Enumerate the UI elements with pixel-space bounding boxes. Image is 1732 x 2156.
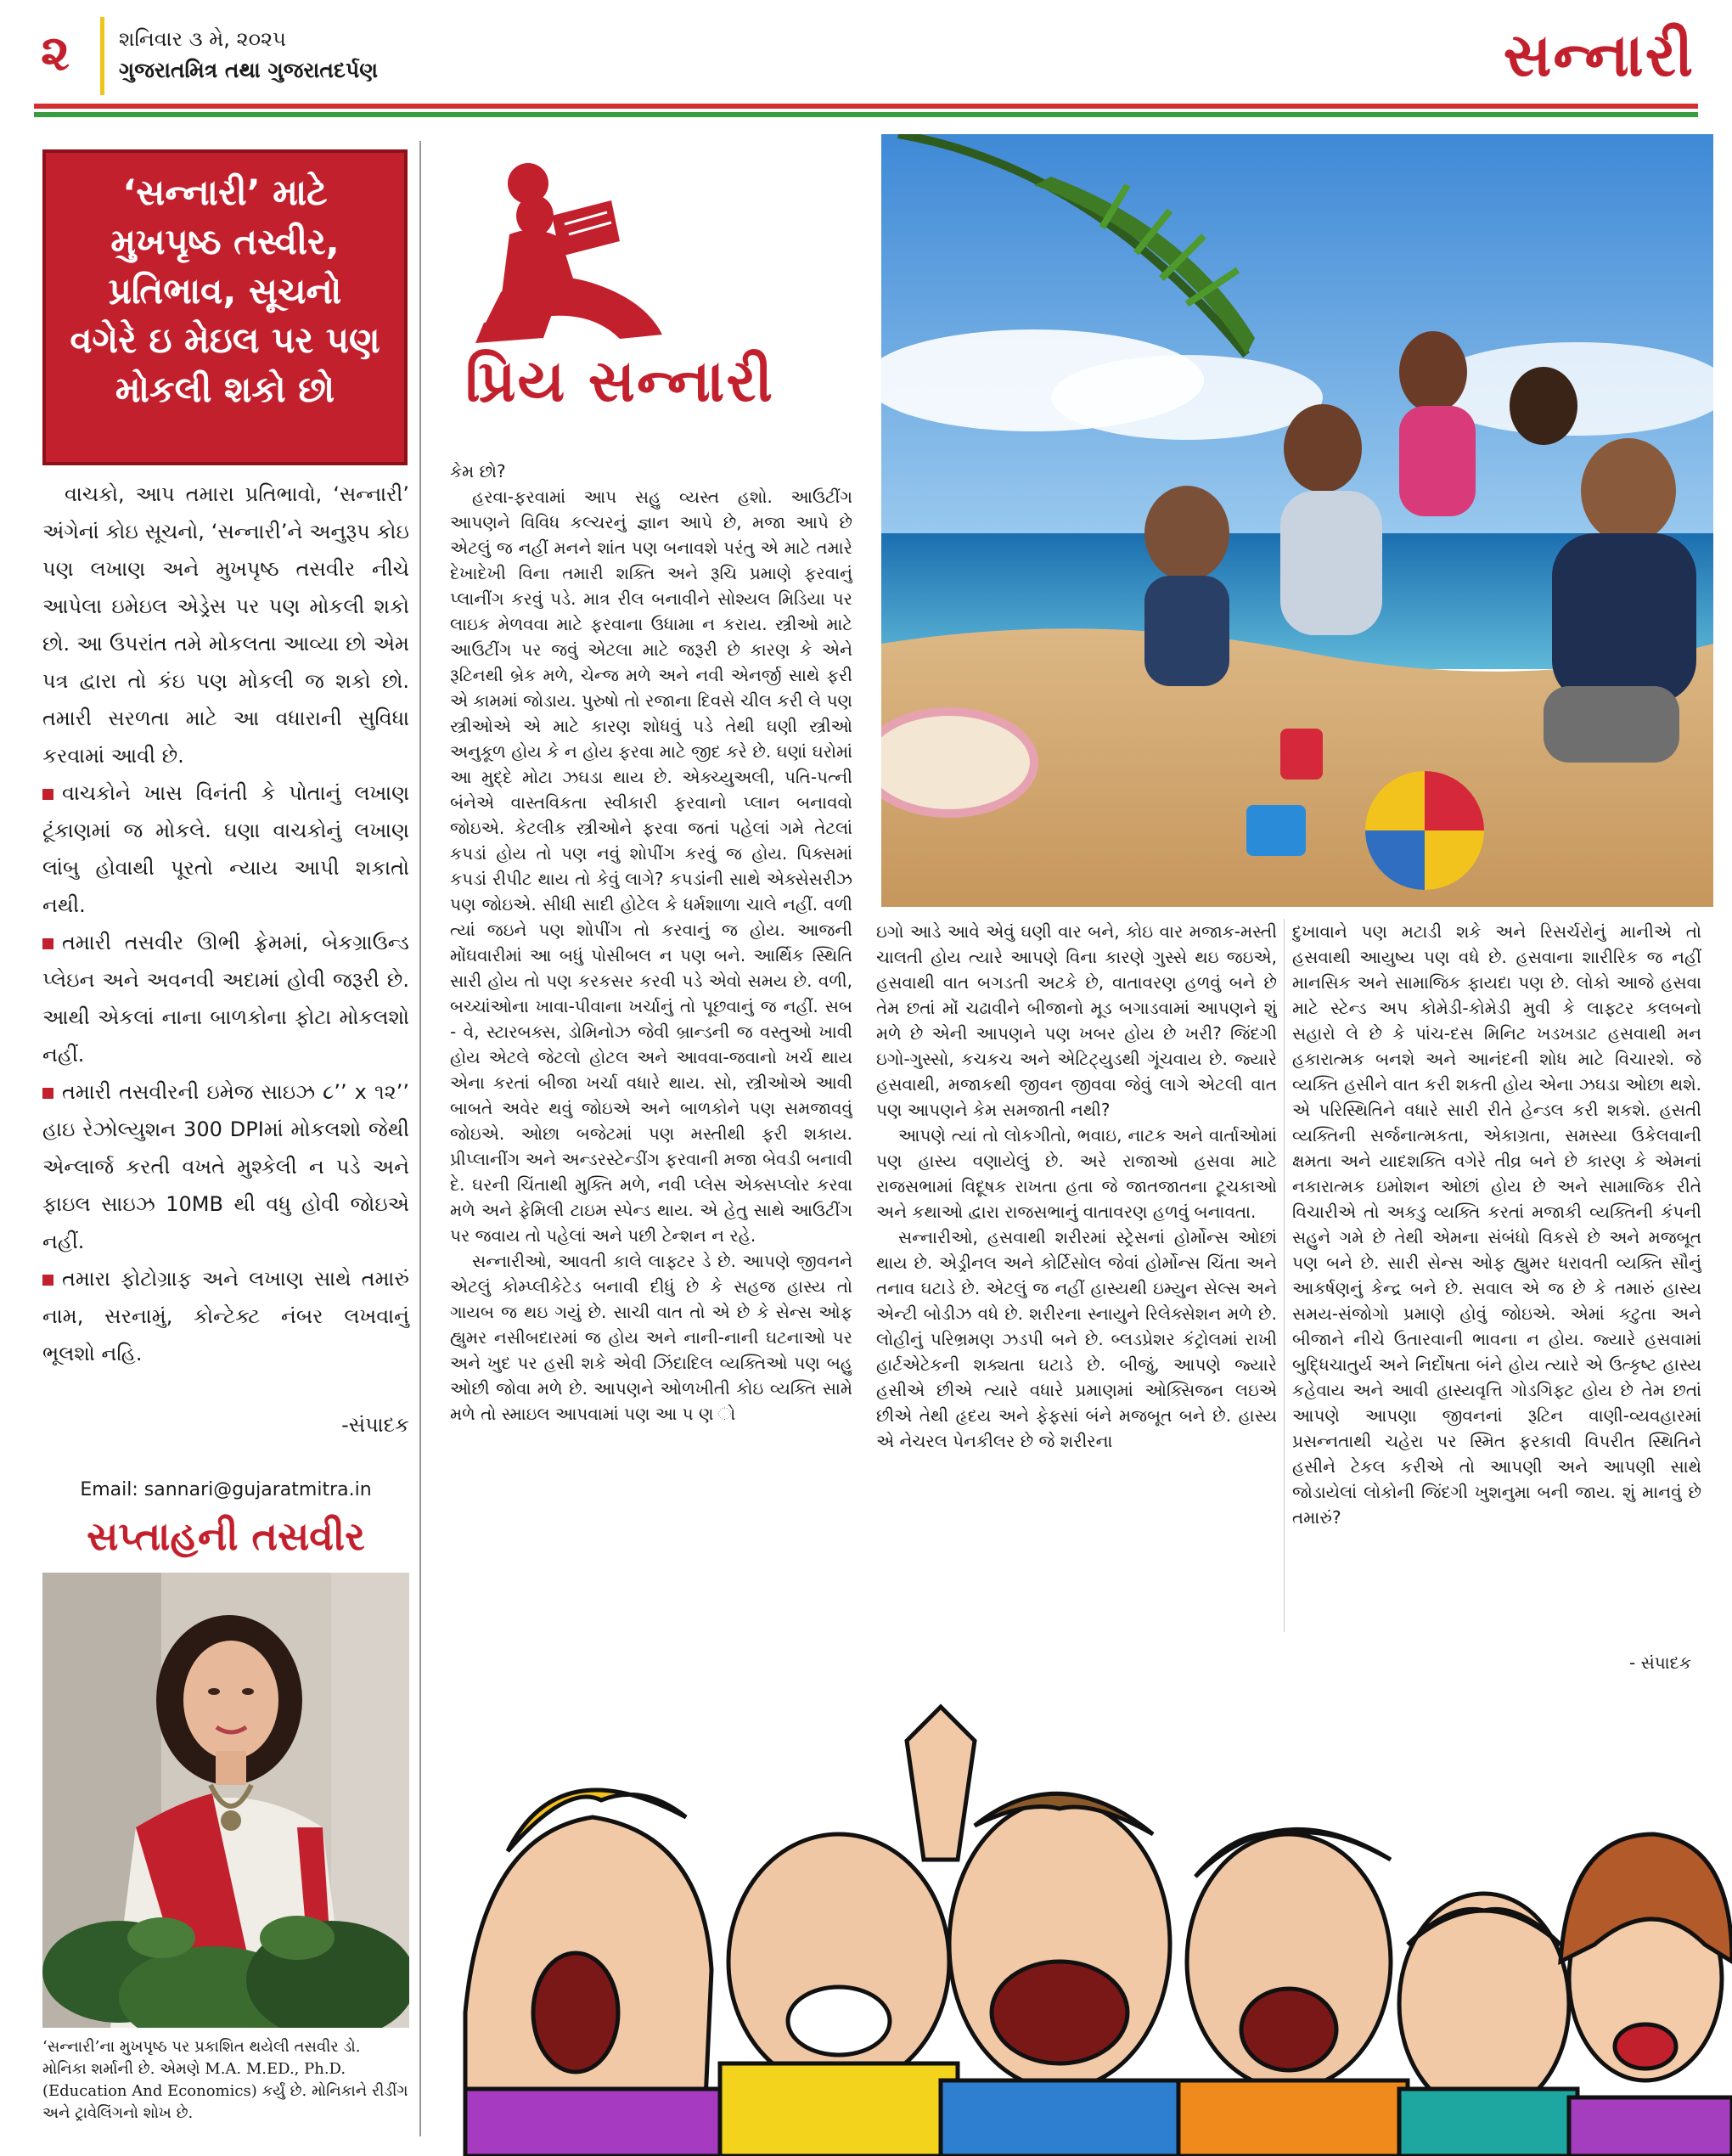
- bullet-square-icon: [42, 938, 53, 949]
- column-paragraph: દુખાવાને પણ મટાડી શકે અને રિસર્ચરોનું માનીએ તો હસવાથી આયુષ્ય પણ વધે છે. હસવાના શારીરિક જ નહીં માનસિક અને સામાજિક ફાયદા પણ છે. લોકો આજે હસવા માટે સ્ટેન્ડ અપ કોમેડી-કોમેડી મુવી કે લાફ્ટર કલબનો સહારો લે છે કે પાંચ-દસ મિનિટ ખડખડાટ હસવાથી મન હકારાત્મક બનશે અને આનંદની શોધ માટે વિચારશે. જે વ્યક્તિ હસીને વાત કરી શકતી હોય એના ઝઘડા ઓછા થશે. એ પરિસ્થિતિને વધારે સારી રીતે હેન્ડલ કરી શકશે. હસતી વ્યક્તિની સર્જનાત્મકતા, એકાગ્રતા, સમસ્યા ઉકેલવાની ક્ષમતા અને યાદશક્તિ વગેરે તીવ્ર બને છે કારણ કે એમનાં નકારાત્મક ઇમોશન ઓછાં હોય છે અને સામાજિક રીતે વિચારીએ તો અકડુ વ્યક્તિ કરતાં મજાકી વ્યક્તિની કંપની સહુને ગમે છે તેથી એમના સંબંધો વિકસે છે અને મજબૂત પણ બને છે. સારી સેન્સ ઓફ હ્યુમર ધરાવતી વ્યક્તિ સૌનું આકર્ષણનું કેન્દ્ર બને છે. સવાલ એ જ છે કે તમારું હાસ્ય સમય-સંજોગો પ્રમાણે હોવું જોઇએ. એમાં કટુતા અને બીજાને નીચે ઉતારવાની ભાવના ન હોય. જ્યારે હસવામાં બુદ્ધિચાતુર્ય અને નિર્દોષતા બંને હોય ત્યારે એ ઉત્કૃષ્ટ હાસ્ય કહેવાય અને આવી હાસ્યવૃત્તિ ગોડગિફ્ટ હોય છે તેમ છતાં આપણે આપણા જીવનનાં રૂટિન વાણી-વ્યવહારમાં પ્રસન્નતાથી ચહેરા પર સ્મિત ફરકાવી વિપરીત સ્થિતિને હસીને ટેકલ કરીએ તો આપણી અને આપણી સાથે જોડાયેલાં લોકોની જિંદગી ખુશનુમા બની જાય. શું માનવું છે તમારું?: [1292, 921, 1701, 1528]
- masthead-divider: [100, 17, 104, 95]
- family-beach-photo: [881, 134, 1713, 907]
- column-greeting: કેમ છો?: [450, 461, 506, 481]
- left-column: [34, 141, 421, 2136]
- email-address: Email: sannari@gujaratmitra.in: [80, 1479, 372, 1500]
- masthead: [0, 0, 1732, 126]
- notice-line: પ્રતિભાવ, સૂચનો: [108, 270, 342, 312]
- bullet-square-icon: [42, 1088, 53, 1099]
- notice-line: મુખપૃષ્ઠ તસ્વીર,: [110, 221, 340, 262]
- column-signature: - સંપાદક: [1629, 1652, 1691, 1673]
- portrait-illustration: [42, 1573, 409, 2028]
- masthead-rule-red: [34, 104, 1698, 109]
- bullet-square-icon: [42, 1275, 53, 1286]
- issue-date: શનિવાર ૩ મે, ૨૦૨૫: [119, 27, 286, 51]
- column-paragraph: હરવા-ફરવામાં આપ સહુ વ્યસ્ત હશો. આઉટીંગ આપણને વિવિધ કલ્ચરનું જ્ઞાન આપે છે, મજા આપે છે એટલું જ નહીં મનને શાંત પણ બનાવશે પરંતુ એ માટે તમારે દેખાદેખી વિના તમારી શક્તિ અને રૂચિ પ્રમાણે ફરવાનું પ્લાનીંગ કરવું પડે. માત્ર રીલ બનાવીને સોશ્યલ મિડિયા પર લાઇક મેળવવા માટે ફરવાના ઉધામા ન કરાય. સ્ત્રીઓ માટે આઉટીંગ પર જવું એટલા માટે જરૂરી છે કારણ કે એને રૂટિનથી બ્રેક મળે, ચેન્જ મળે અને નવી એનર્જી સાથે ફરી એ કામમાં જોડાય. પુરુષો તો રજાના દિવસે ચીલ કરી લે પણ સ્ત્રીઓએ એ માટે કારણ શોધવું પડે તેથી ઘણી સ્ત્રીઓ અનુકૂળ હોય કે ન હોય ફરવા માટે જીદ કરે છે. ઘણાં ઘરોમાં આ મુદ્દે મોટા ઝઘડા થાય છે. એક્ચ્યુઅલી, પતિ-પત્ની બંનેએ વાસ્તવિકતા સ્વીકારી ફરવાનો પ્લાન બનાવવો જોઇએ. કેટલીક સ્ત્રીઓને ફરવા જતાં પહેલાં ગમે તેટલાં કપડાં હોય તો પણ નવું શોપીંગ કરવું જ હોય. પિક્સમાં કપડાં રીપીટ થાય તો કેવું લાગે? કપડાંની સાથે એક્સેસરીઝ પણ જોઇએ. સીધી સાદી હોટેલ કે ધર્મશાળા ચાલે નહીં. વળી ત્યાં જઇને પણ શોપીંગ તો કરવાનું જ હોય. આજની મોંઘવારીમાં આ બધું પોસીબલ ન પણ બને. આર્થિક સ્થિતિ સારી હોય તો પણ કરકસર કરવી પડે એવો સમય છે. વળી, બચ્ચાંઓના ખાવા-પીવાના ખર્ચાનું તો પૂછવાનું જ નહીં. સબ - વે, સ્ટારબક્સ, ડોમિનોઝ જેવી બ્રાન્ડની જ વસ્તુઓ ખાવી હોય એટલે જેટલો હોટલ અને આવવા-જવાનો ખર્ચ થાય એના કરતાં બીજા ખર્ચા વધારે થાય. સો, સ્ત્રીઓએ આવી બાબતે અવેર થવું જોઇએ અને બાળકોને પણ સમજાવવું જોઇએ. ઓછા બજેટમાં પણ મસ્તીથી ફરી શકાય. પ્રીપ્લાનીંગ અને અન્ડરસ્ટેન્ડીંગ ફરવાની મજા બેવડી બનાવી દે. ઘરની ચિંતાથી મુક્તિ મળે, નવી પ્લેસ એક્સપ્લોર કરવા મળે અને ફેમિલી ટાઇમ સ્પેન્ડ થાય. એ હેતુ સાથે આઉટીંગ પર જવાય તો પહેલાં અને પછી ટેન્શન ન રહે.: [450, 487, 852, 1246]
- notice-bullet: [42, 1260, 409, 1372]
- beach-illustration: [881, 134, 1713, 907]
- notice-bullet-text: વાચકોને ખાસ વિનંતી કે પોતાનું લખાણ ટૂંકાણમાં જ મોકલે. ઘણા વાચકોનું લખાણ લાંબુ હોવાથી પૂરતો ન્યાય આપી શકાતો નથી.: [42, 781, 409, 917]
- notice-line: ‘સન્નારી’ માટે: [122, 172, 328, 213]
- notice-bullet-text: તમારી તસવીરની ઇમેજ સાઇઝ ૮’’ x ૧૨’’ હાઇ રેઝોલ્યુશન 300 DPIમાં મોકલશો જેથી એન્લાર્જ કરતી વખતે મુશ્કેલી ન પડે અને ફાઇલ સાઇઝ 10MB થી વધુ હોવી જોઇએ નહીં.: [42, 1080, 409, 1253]
- logo-illustration: [450, 156, 671, 352]
- bullet-square-icon: [42, 789, 53, 800]
- photo-caption: ‘સન્નારી’ના મુખપૃષ્ઠ પર પ્રકાશિત થયેલી તસવીર ડો. મોનિકા શર્માની છે. એમણે M.A. M.ED., Ph.D. (Education And Economics) કર્યું છે. મોનિકાને રીડીંગ અને ટ્રાવેલિંગનો શોખ છે.: [42, 2038, 408, 2122]
- editor-signature: -સંપાદક: [341, 1413, 409, 1437]
- notice-body: [42, 476, 409, 1372]
- column-title: પ્રિય સન્નારી: [465, 348, 774, 415]
- column-paragraph: સન્નારીઓ, હસવાથી શરીરમાં સ્ટ્રેસનાં હોર્મોન્સ ઓછાં થાય છે. એડ્રીનલ અને કોર્ટિસોલ જેવાં હોર્મોન્સ ચિંતા અને તનાવ ઘટાડે છે. એટલું જ નહીં હાસ્યથી ઇમ્યુન સેલ્સ અને એન્ટી બોડીઝ વધે છે. શરીરના સ્નાયુને રિલેક્સેશન મળે છે. લોહીનું પરિભ્રમણ ઝડપી બને છે. બ્લડપ્રેશર કંટ્રોલમાં રાખી હાર્ટએટેકની શક્યતા ઘટાડે છે. બીજું, આપણે જ્યારે હસીએ છીએ ત્યારે વધારે પ્રમાણમાં ઓક્સિજન લઇએ છીએ તેથી હૃદય અને ફેફસાં બંને મજબૂત બને છે. હાસ્ય એ નેચરલ પેનકીલર છે જે શરીરના: [876, 1227, 1277, 1451]
- notice-bullet: [42, 924, 409, 1073]
- column-body-fourth: [1292, 919, 1701, 1666]
- notice-line: વગેરે ઇ મેઇલ પર પણ: [70, 319, 380, 361]
- notice-line: મોકલી શકો છો: [115, 369, 335, 410]
- column-body-third: [876, 919, 1277, 1641]
- paper-name: ગુજરાતમિત્ર તથા ગુજરાતદર્પણ: [119, 58, 379, 82]
- laughing-people-cartoon: [431, 1690, 1732, 2156]
- notice-bullet-text: તમારા ફોટોગ્રાફ અને લખાણ સાથે તમારું નામ, સરનામું, કોન્ટેક્ટ નંબર લખવાનું ભૂલશો નહિ.: [42, 1267, 409, 1365]
- section-logo: સન્નારી: [1503, 20, 1695, 90]
- masthead-rule-green: [34, 112, 1698, 117]
- notice-bullet: [42, 774, 409, 924]
- column-paragraph: ઇગો આડે આવે એવું ઘણી વાર બને, કોઇ વાર મજાક-મસ્તી ચાલતી હોય ત્યારે આપણે વિના કારણે ગુસ્સે થઇ જઇએ, હસવાથી વાત બગડતી અટકે છે, વાતાવરણ હળવું બને છે તેમ છતાં મોં ચઢાવીને બીજાનો મૂડ બગાડવામાં આપણને શું મળે છે એની આપણને પણ ખબર હોય છે ખરી? જિંદગી ઇગો-ગુસ્સો, કચકચ અને એટિટ્યુડથી ગૂંચવાય છે. જ્યારે હસવાથી, મજાકથી જીવન જીવવા જેવું લાગે એટલી વાત પણ આપણને કેમ સમજાતી નથી?: [876, 921, 1277, 1120]
- column-body-middle: [450, 459, 852, 1715]
- notice-bullet: [42, 1073, 409, 1260]
- notice-intro: વાચકો, આપ તમારા પ્રતિભાવો, ‘સન્નારી’ અંગેનાં કોઇ સૂચનો, ‘સન્નારી’ને અનુરૂપ કોઇ પણ લખાણ અને મુખપૃષ્ઠ તસવીર નીચે આપેલા ઇમેઇલ એડ્રેસ પર પણ મોકલી શકો છો. આ ઉપરાંત તમે મોકલતા આવ્યા છો એમ પત્ર દ્વારા તો કંઇ પણ મોકલી જ શકો છો. તમારી સરળતા માટે આ વધારાની સુવિધા કરવામાં આવી છે.: [42, 482, 409, 768]
- column-divider: [1284, 919, 1285, 1632]
- page-number: ૨: [41, 24, 70, 82]
- notice-bullet-text: તમારી તસવીર ઊભી ફ્રેમમાં, બેકગ્રાઉન્ડ પ્લેઇન અને અવનવી અદામાં હોવી જરૂરી છે. આથી એકલાં નાના બાળકોના ફોટા મોકલશો નહીં.: [42, 931, 409, 1067]
- reading-woman-logo: [450, 156, 671, 352]
- week-photo-title: સપ્તાહની તસવીર: [87, 1513, 365, 1559]
- woman-portrait-photo: [42, 1573, 409, 2028]
- notice-box: [42, 149, 408, 465]
- column-paragraph: સન્નારીઓ, આવતી કાલે લાફ્ટર ડે છે. આપણે જીવનને એટલું કોમ્પ્લીકેટેડ બનાવી દીધું છે કે સહજ હાસ્ય તો ગાયબ જ થઇ ગયું છે. સાચી વાત તો એ છે કે સેન્સ ઓફ હ્યુમર નસીબદારમાં જ હોય અને નાની-નાની ઘટનાઓ પર અને ખુદ પર હસી શકે એવી ઝિંદાદિલ વ્યક્તિઓ પણ બહુ ઓછી જોવા મળે છે. આપણને ઓળખીતી કોઇ વ્યક્તિ સામે મળે તો સ્માઇલ આપવામાં પણ આ પ ણ ો: [450, 1251, 852, 1424]
- column-paragraph: આપણે ત્યાં તો લોકગીતો, ભવાઇ, નાટક અને વાર્તાઓમાં પણ હાસ્ય વણાયેલું છે. અરે રાજાઓ હસવા માટે રાજસભામાં વિદૂષક રાખતા હતા જે જાતજાતના ટૂચકાઓ અને કથાઓ દ્વારા રાજસભાનું વાતાવરણ હળવું બનાવતા.: [876, 1125, 1277, 1222]
- cartoon-illustration: [431, 1690, 1732, 2156]
